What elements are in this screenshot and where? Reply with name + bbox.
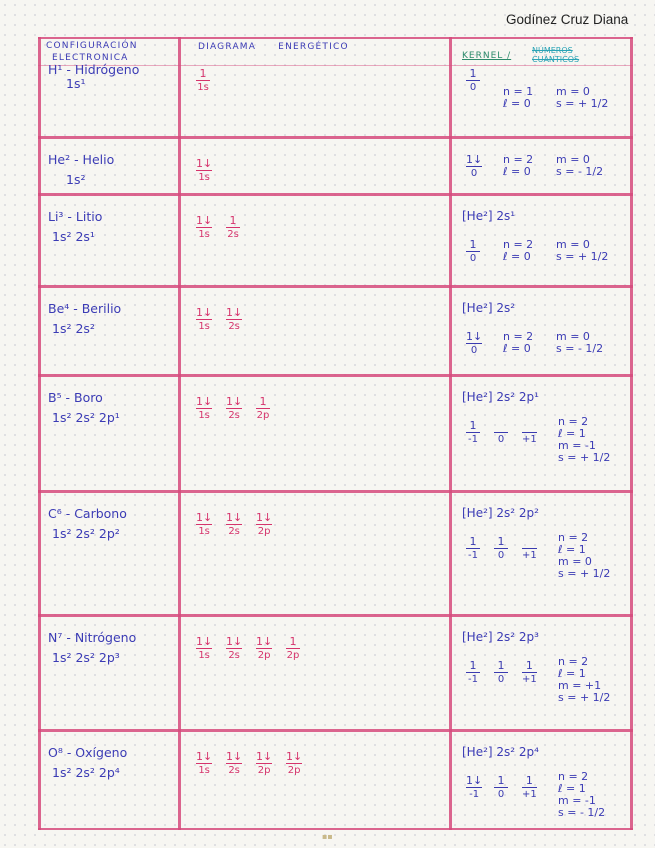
quantum-number: ℓ = 0	[503, 250, 531, 263]
orbital-label: -1	[468, 550, 478, 561]
orbital-arrows: 1	[466, 239, 480, 252]
orbital-label: 2p	[287, 765, 301, 776]
quantum-number: m = -1	[558, 439, 596, 452]
orbital-arrows: 1↓	[286, 750, 303, 763]
grid-row-divider	[38, 285, 633, 288]
diagram-orbital	[286, 751, 302, 776]
quantum-orbital-box	[522, 536, 537, 561]
quantum-number: ℓ = 0	[503, 342, 531, 355]
quantum-number: ℓ = 0	[503, 165, 531, 178]
quantum-number: s = + 1/2	[558, 567, 611, 580]
quantum-orbital-box	[466, 239, 480, 264]
header-kernel: KERNEL /	[462, 51, 512, 61]
orbital-label: 2s	[228, 765, 240, 776]
diagram-orbital	[226, 751, 242, 776]
quantum-number: s = + 1/2	[556, 250, 609, 263]
orbital-arrows: 1↓	[226, 395, 243, 408]
orbital-label: -1	[469, 789, 480, 800]
header-config-line2: ELECTRONICA	[52, 53, 129, 63]
orbital-label: 2s	[228, 526, 240, 537]
orbital-label: 0	[497, 674, 505, 685]
grid-row-divider	[38, 729, 633, 732]
orbital-arrows: 1	[522, 775, 537, 788]
electron-configuration: 1s² 2s² 2p⁴	[52, 765, 120, 780]
quantum-number: ℓ = 0	[503, 97, 531, 110]
orbital-label: 2p	[257, 650, 271, 661]
orbital-label: 0	[497, 550, 505, 561]
orbital-label: +1	[522, 789, 537, 800]
grid-row-divider	[38, 136, 633, 139]
quantum-orbital-box	[466, 420, 480, 445]
kernel-notation: [He²] 2s²	[462, 301, 516, 315]
grid-left-border	[38, 37, 41, 830]
orbital-arrows: 1↓	[196, 635, 213, 648]
diagram-orbital	[226, 512, 242, 537]
quantum-number: m = -1	[558, 794, 596, 807]
diagram-orbital	[256, 396, 270, 421]
orbital-arrows: 1	[494, 775, 508, 788]
quantum-number: n = 2	[558, 770, 589, 783]
kernel-notation: [He²] 2s² 2p⁴	[462, 745, 539, 759]
orbital-label: +1	[522, 674, 537, 685]
orbital-arrows: 1↓	[256, 635, 273, 648]
electron-configuration: 1s¹	[66, 76, 86, 91]
quantum-number: m = 0	[556, 85, 590, 98]
orbital-arrows: 1↓	[196, 157, 213, 170]
orbital-label: 0	[497, 789, 505, 800]
grid-bottom-border	[38, 828, 633, 830]
orbital-arrows: 1	[466, 68, 480, 81]
orbital-label: 1s	[198, 650, 210, 661]
orbital-label: -1	[468, 674, 478, 685]
quantum-number: m = 0	[556, 330, 590, 343]
quantum-number: n = 2	[558, 415, 589, 428]
grid-row-divider	[38, 614, 633, 617]
quantum-number: s = + 1/2	[556, 97, 609, 110]
diagram-orbital	[226, 636, 242, 661]
quantum-number: m = 0	[558, 555, 592, 568]
kernel-notation: [He²] 2s² 2p²	[462, 506, 539, 520]
diagram-orbital	[196, 158, 212, 183]
quantum-number: ℓ = 1	[558, 782, 586, 795]
grid-row-divider	[38, 490, 633, 493]
diagram-orbital	[256, 636, 272, 661]
diagram-orbital	[226, 307, 242, 332]
element-name: C⁶ - Carbono	[48, 506, 127, 521]
orbital-arrows: 1↓	[196, 750, 213, 763]
quantum-number: ℓ = 1	[558, 543, 586, 556]
orbital-label: 2s	[228, 321, 240, 332]
quantum-orbital-box	[494, 660, 508, 685]
orbital-arrows: 1	[466, 660, 480, 673]
grid-right-border	[630, 37, 633, 830]
orbital-label: 0	[497, 434, 505, 445]
orbital-label: 1s	[198, 172, 210, 183]
diagram-orbital	[196, 68, 210, 93]
diagram-orbital	[196, 307, 212, 332]
orbital-arrows: 1	[196, 68, 210, 81]
orbital-label: 2p	[286, 650, 300, 661]
orbital-label: 0	[470, 345, 478, 356]
kernel-notation: [He²] 2s² 2p³	[462, 630, 539, 644]
quantum-number: n = 2	[558, 531, 589, 544]
grid-top-border	[38, 37, 633, 39]
quantum-orbital-box	[466, 331, 482, 356]
quantum-orbital-box	[466, 660, 480, 685]
diagram-orbital	[196, 396, 212, 421]
orbital-label: +1	[522, 434, 537, 445]
quantum-number: s = + 1/2	[558, 451, 611, 464]
quantum-orbital-box	[522, 775, 537, 800]
element-name: H¹ - Hidrógeno	[48, 62, 140, 77]
quantum-number: m = +1	[558, 679, 602, 692]
orbital-arrows	[522, 420, 537, 433]
electron-configuration: 1s² 2s² 2p³	[52, 650, 120, 665]
quantum-number: n = 2	[503, 238, 534, 251]
header-diagram: DIAGRAMA ENERGÉTICO	[198, 42, 349, 52]
orbital-arrows: 1↓	[196, 214, 213, 227]
quantum-orbital-box	[494, 775, 508, 800]
orbital-label: 2p	[256, 410, 270, 421]
orbital-label: 1s	[198, 321, 210, 332]
element-name: Be⁴ - Berilio	[48, 301, 122, 316]
orbital-label: +1	[522, 550, 537, 561]
quantum-orbital-box	[494, 420, 508, 445]
electron-configuration: 1s² 2s² 2p²	[52, 526, 120, 541]
orbital-label: 0	[469, 82, 477, 93]
orbital-label: 2s	[228, 410, 240, 421]
orbital-arrows: 1	[466, 536, 480, 549]
scanner-mark: ▪▪	[322, 832, 333, 841]
quantum-orbital-box	[466, 536, 480, 561]
orbital-label: 1s	[198, 229, 210, 240]
orbital-label: 0	[470, 168, 478, 179]
grid-divider-1	[178, 37, 181, 830]
orbital-arrows: 1↓	[256, 511, 273, 524]
orbital-arrows: 1	[494, 660, 508, 673]
grid-divider-2	[449, 37, 452, 830]
orbital-arrows: 1↓	[226, 635, 243, 648]
quantum-number: n = 1	[503, 85, 534, 98]
orbital-arrows: 1↓	[226, 306, 243, 319]
header-crossed-out: NÚMEROS CUÁNTICOS	[532, 46, 580, 64]
orbital-label: 2p	[257, 526, 271, 537]
electron-configuration: 1s² 2s¹	[52, 229, 95, 244]
diagram-orbital	[226, 215, 240, 240]
diagram-orbital	[256, 751, 272, 776]
electron-configuration: 1s² 2s² 2p¹	[52, 410, 120, 425]
orbital-arrows: 1↓	[196, 395, 213, 408]
electron-configuration: 1s² 2s²	[52, 321, 95, 336]
diagram-orbital	[196, 215, 212, 240]
grid-row-divider	[38, 193, 633, 196]
orbital-label: 1s	[197, 82, 209, 93]
orbital-label: 2s	[228, 650, 240, 661]
diagram-orbital	[196, 512, 212, 537]
orbital-arrows: 1	[494, 536, 508, 549]
kernel-notation: [He²] 2s¹	[462, 209, 516, 223]
element-name: B⁵ - Boro	[48, 390, 103, 405]
quantum-number: ℓ = 1	[558, 667, 586, 680]
orbital-label: 1s	[198, 765, 210, 776]
electron-configuration: 1s²	[66, 172, 86, 187]
quantum-orbital-box	[494, 536, 508, 561]
orbital-arrows	[494, 420, 508, 433]
element-name: O⁸ - Oxígeno	[48, 745, 128, 760]
quantum-number: s = - 1/2	[556, 165, 604, 178]
orbital-arrows: 1↓	[226, 750, 243, 763]
quantum-number: s = + 1/2	[558, 691, 611, 704]
element-name: N⁷ - Nitrógeno	[48, 630, 137, 645]
orbital-arrows: 1↓	[196, 511, 213, 524]
diagram-orbital	[286, 636, 300, 661]
element-name: Li³ - Litio	[48, 209, 103, 224]
quantum-number: n = 2	[558, 655, 589, 668]
orbital-arrows: 1	[226, 215, 240, 228]
quantum-number: s = - 1/2	[556, 342, 604, 355]
quantum-orbital-box	[466, 775, 482, 800]
diagram-orbital	[256, 512, 272, 537]
quantum-number: m = 0	[556, 238, 590, 251]
orbital-arrows: 1↓	[466, 153, 483, 166]
quantum-number: n = 2	[503, 153, 534, 166]
diagram-orbital	[196, 751, 212, 776]
diagram-orbital	[196, 636, 212, 661]
orbital-arrows: 1	[256, 396, 270, 409]
quantum-orbital-box	[466, 154, 482, 179]
diagram-orbital	[226, 396, 242, 421]
orbital-arrows: 1↓	[466, 330, 483, 343]
quantum-orbital-box	[466, 68, 480, 93]
quantum-number: ℓ = 1	[558, 427, 586, 440]
quantum-number: m = 0	[556, 153, 590, 166]
orbital-arrows: 1↓	[226, 511, 243, 524]
quantum-number: n = 2	[503, 330, 534, 343]
orbital-label: 2s	[227, 229, 239, 240]
orbital-arrows: 1	[286, 636, 300, 649]
orbital-arrows: 1↓	[256, 750, 273, 763]
orbital-arrows: 1↓	[196, 306, 213, 319]
orbital-arrows: 1	[466, 420, 480, 433]
kernel-notation: [He²] 2s² 2p¹	[462, 390, 539, 404]
quantum-orbital-box	[522, 420, 537, 445]
element-name: He² - Helio	[48, 152, 115, 167]
orbital-label: 1s	[198, 526, 210, 537]
orbital-label: 2p	[257, 765, 271, 776]
quantum-number: s = - 1/2	[558, 806, 606, 819]
quantum-orbital-box	[522, 660, 537, 685]
orbital-label: 0	[469, 253, 477, 264]
header-config-line1: CONFIGURACIÓN	[46, 41, 138, 51]
orbital-arrows: 1↓	[466, 774, 483, 787]
orbital-label: 1s	[198, 410, 210, 421]
orbital-arrows: 1	[522, 660, 537, 673]
grid-row-divider	[38, 374, 633, 377]
orbital-arrows	[522, 536, 537, 549]
orbital-label: -1	[468, 434, 478, 445]
author-name: Godínez Cruz Diana	[506, 12, 629, 27]
